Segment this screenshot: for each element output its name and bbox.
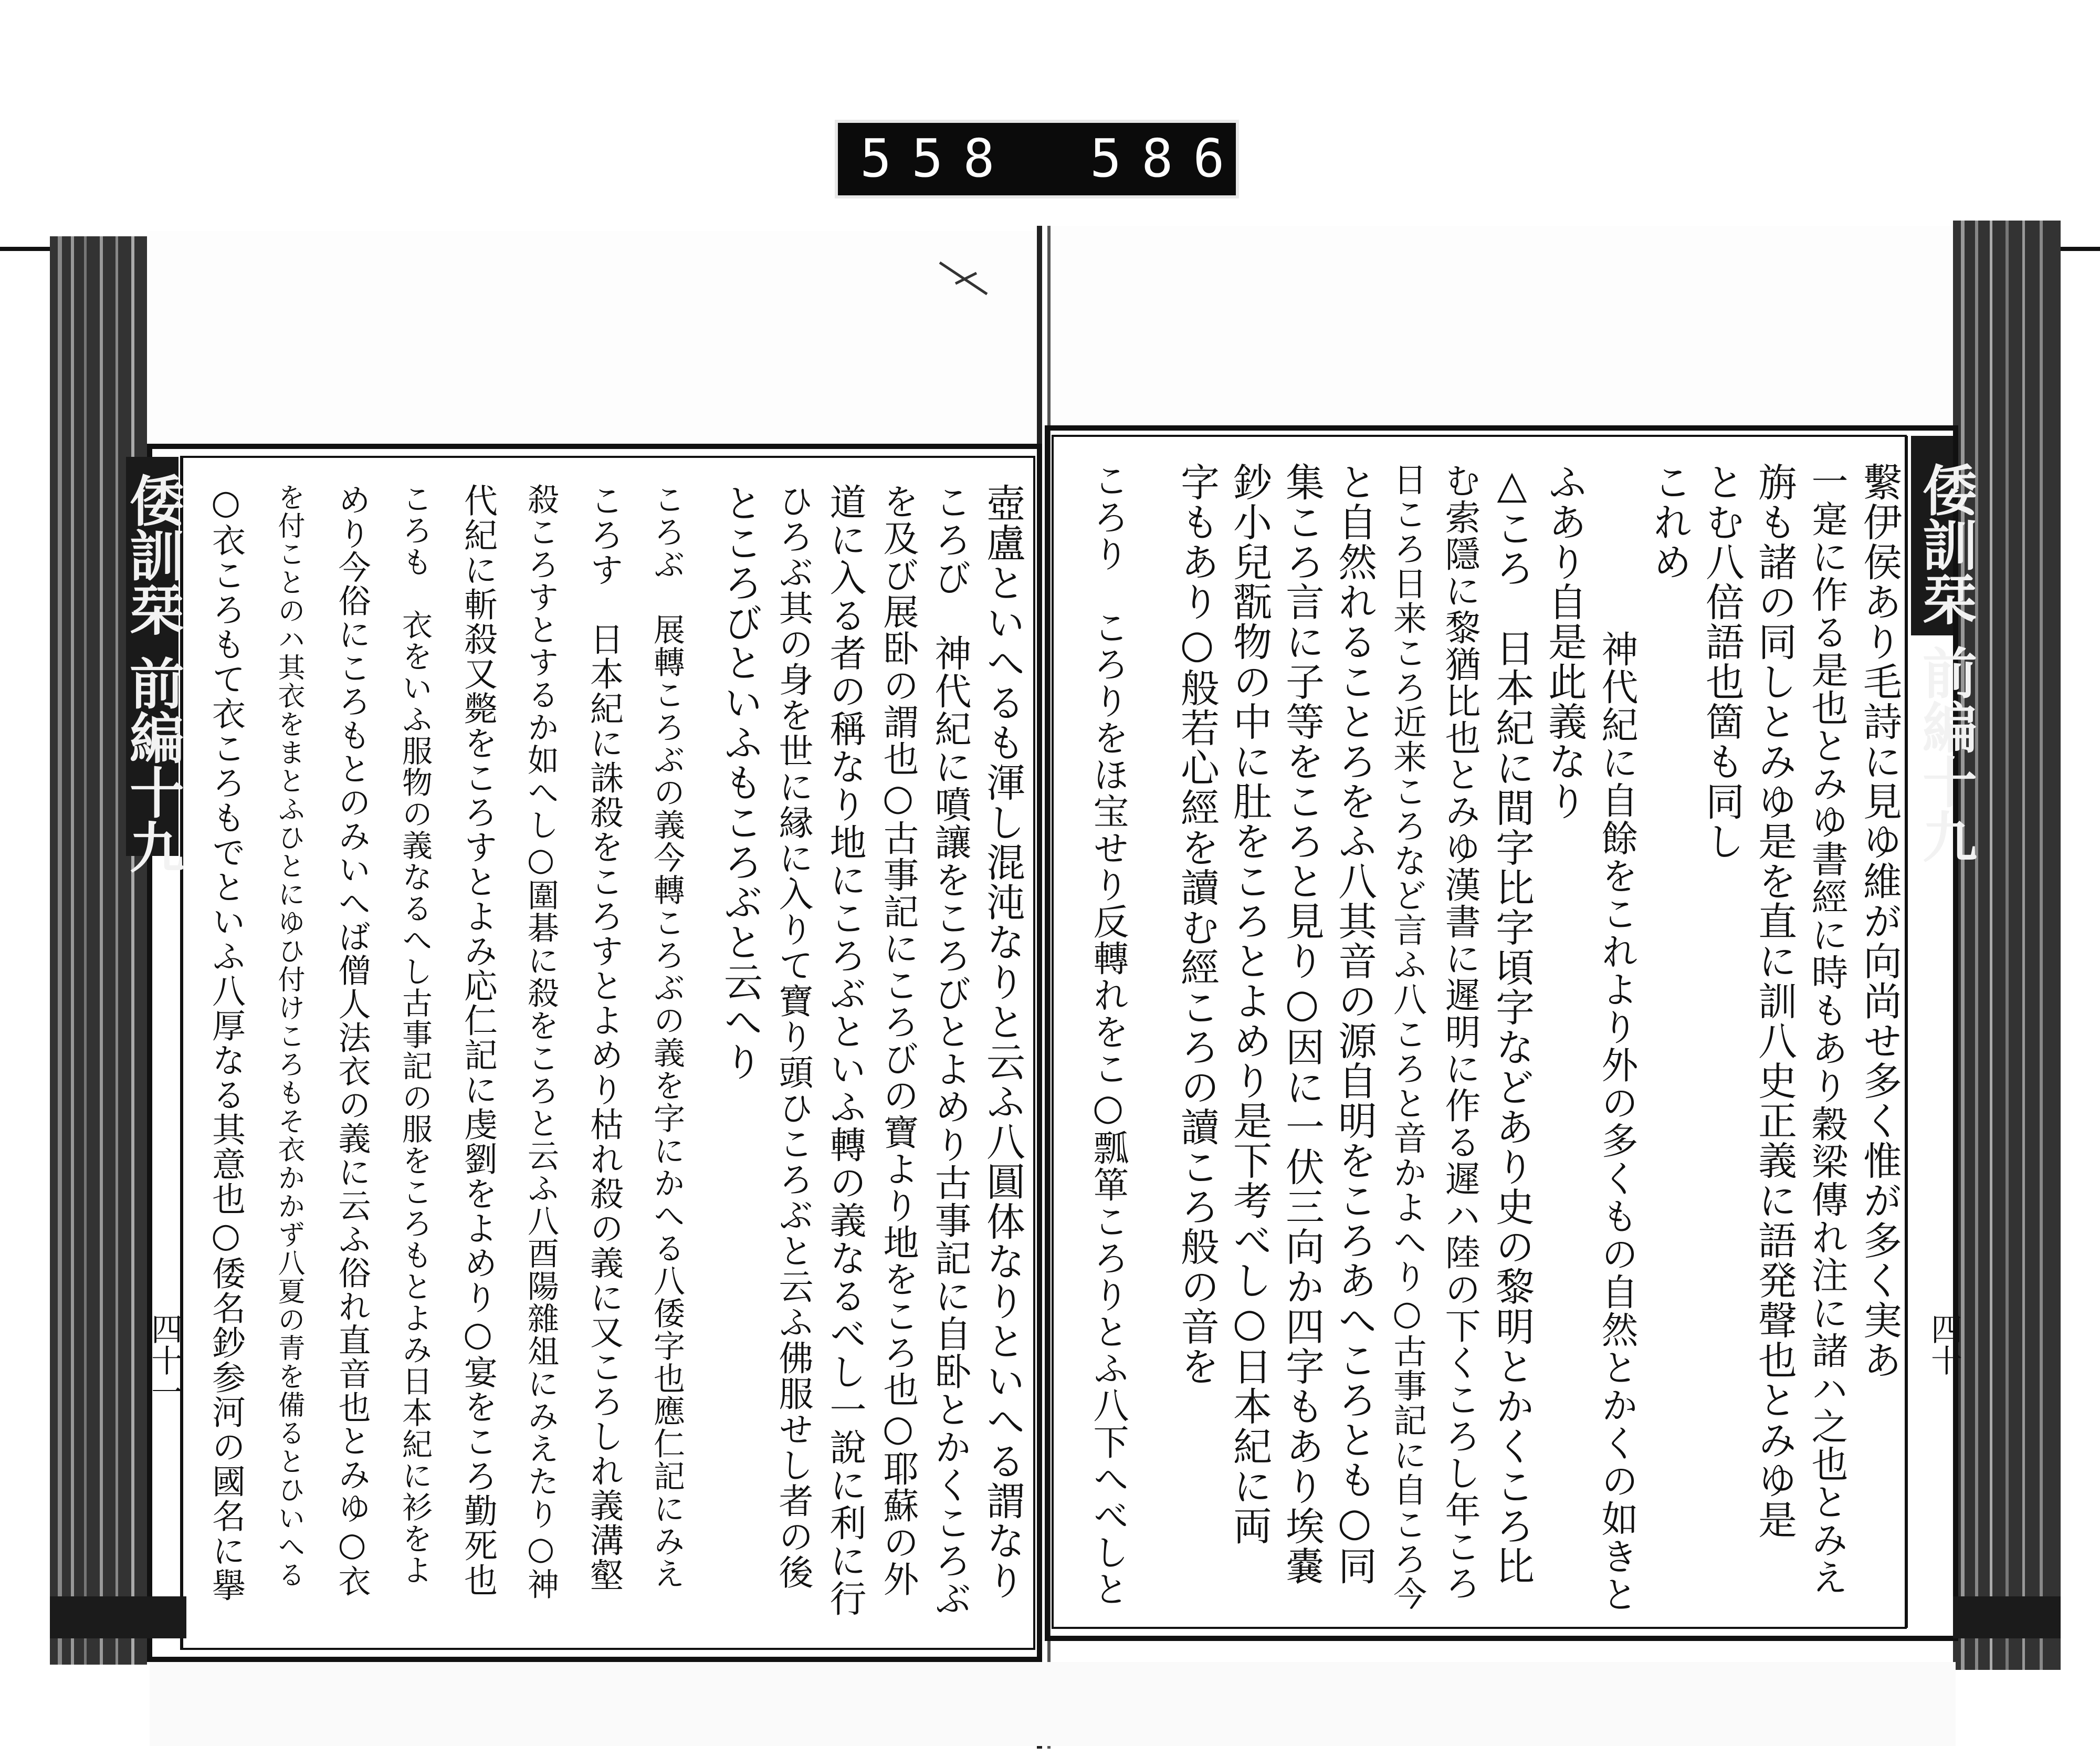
left-page-number: 四十一 (146, 1313, 183, 1407)
right-book-edge (1953, 221, 2061, 1670)
archive-number-plate (835, 120, 1296, 198)
text-column: ○衣ころもて衣ころもでといふ八厚なる其意也○倭名鈔参河の國名に擧 (206, 483, 245, 1603)
left-page-title: 倭訓栞 前編十九 (120, 473, 185, 874)
text-column: を付ことのハ其衣をまとふひとにゆひ付けころもそ衣かかず八夏の青を備るとひいへる (273, 483, 304, 1589)
left-book-edge (50, 236, 147, 1665)
text-column: 繫伊侯あり毛詩に見ゆ維が向尚せ多く惟が多く実あ (1857, 462, 1902, 1380)
text-column: ころぶ 展轉ころぶの義今轉ころぶの義を字にかへる八倭字也應仁記にみえ (648, 483, 685, 1590)
text-column: ころり ころりをほ宝せり反轉れをこ○瓢箪ころりとふ八下へべしと (1087, 462, 1129, 1607)
text-column: △ころ 日本紀に間字比字頃字などあり史の黎明とかくころ比 (1489, 462, 1535, 1586)
text-column: 壺盧といへるも渾し混沌なりと云ふ八圓体なりといへる謂なり (980, 483, 1025, 1601)
text-column: とむ八倍語也箇も同し (1699, 462, 1745, 861)
text-column: ところびといふもころぶと云へり (718, 483, 763, 1082)
text-column: 字もあり○般若心經を讀む經ころの讀ころ般の音を (1174, 462, 1220, 1386)
text-column: む索隱に黎猶比也とみゆ漢書に遲明に作る遲ハ陸の下くころし年ころ (1439, 462, 1480, 1602)
text-column: 日ころ日来ころ近来ころなど言ふ八ころと音かよへり○古事記に自ころ今 (1388, 462, 1426, 1611)
text-column: 道に入る者の稱なり地にころぶといふ轉の義なるべし一說に利に行 (824, 483, 867, 1617)
text-column: ころす 日本紀に誅殺をころすとよめり枯れ殺の義に又ころしれ義溝壑 (584, 483, 623, 1592)
text-column: 一寔に作る是也とみゆ書經に時もあり穀梁傳れ注に諸ハ之也とみえ (1805, 462, 1849, 1596)
text-column: と自然れることろをふ八其音の源自明をころあへころとも○同 (1332, 462, 1377, 1586)
right-page-number: 四十 (1926, 1313, 1962, 1376)
text-column: ふあり自是此義なり (1542, 462, 1587, 821)
text-column: 殺ころすとするか如へし○圍碁に殺をころと云ふ八酉陽雜俎にみえたり○神 (522, 483, 559, 1601)
text-column: を及び展卧の謂也○古事記にころびの寶より地をころ也○耶蘇の外 (877, 483, 919, 1597)
text-column: ころび 神代紀に噴讓をころびとよめり古事記に自卧とかくころぶ (929, 483, 972, 1617)
text-column: ひろぶ其の身を世に縁に入りて寶り頭ひころぶと云ふ佛服せし者の後 (773, 483, 813, 1590)
text-column: ころも 衣をいふ服物の義なるへし古事記の服をころもとよみ日本紀に衫をよ (397, 483, 433, 1586)
text-column: 代紀に斬殺又斃をころすとよみ応仁記に虔劉をよめり○宴をころ勤死也 (458, 483, 497, 1597)
left-archive-number: 558 (860, 128, 1015, 189)
right-page-title: 倭訓栞 前編十九 (1913, 462, 1978, 864)
text-column: めり今俗にころもとのみいへば僧人法衣の義に云ふ俗れ直音也とみゆ○衣 (333, 483, 371, 1598)
text-column: 集ころ言に子等をころと見り○因に一伏三向か四字もあり埃嚢 (1279, 462, 1325, 1586)
text-column: 神代紀に自餘をこれより外の多くもの自然とかくの如きと (1595, 630, 1639, 1613)
text-column: 鈔小兒翫物の中に肚をころとよめり是下考べし○日本紀に両 (1227, 462, 1272, 1546)
text-column: 旃も諸の同しとみゆ是を直に訓八史正義に語発聲也とみゆ是 (1752, 462, 1797, 1540)
right-archive-number: 586. (1090, 128, 1296, 189)
text-column: これめ (1647, 462, 1692, 582)
